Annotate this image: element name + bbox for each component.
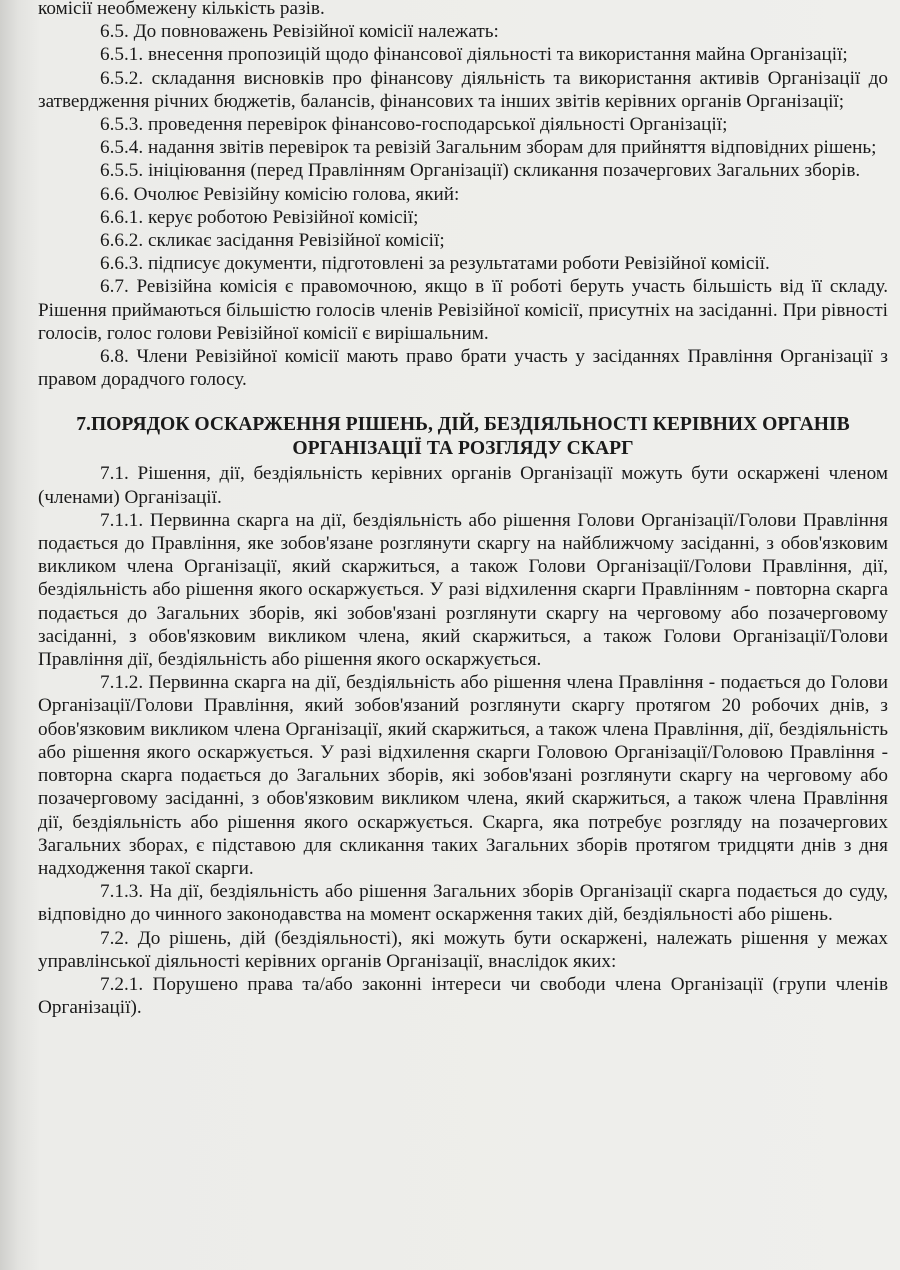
paragraph: 6.8. Члени Ревізійної комісії мають право брати участь у засіданнях Правління Організації з правом дорадчого голосу.: [38, 346, 888, 391]
document-body: [38, 0, 888, 1019]
section-heading-line-1: 7.ПОРЯДОК ОСКАРЖЕННЯ РІШЕНЬ, ДІЙ, БЕЗДІЯЛЬНОСТІ КЕРІВНИХ ОРГАНІВ: [76, 414, 850, 436]
paragraph: 7.1.2. Первинна скарга на дії, бездіяльність або рішення члена Правління - подається до Голови Організації/Голови Правління, який зобов'язаний розглянути скаргу протягом 20 робочих днів, з обов'язковим викликом члена Організації, який скаржиться, а також члена Правління, дії, бездіяльність або рішення якого оскаржується. У разі відхилення скарги Головою Організації/Головою Правління - повторна скарга подається до Загальних зборів, які зобов'язані розглянути скаргу на черговому або позачерговому засіданні, з обов'язковим викликом члена, який скаржиться, а також члена Правління дії, бездіяльність або рішення якого оскаржується. Скарга, яка потребує розгляду на позачергових Загальних зборах, є підставою для скликання таких Загальних зборів протягом тридцяти днів з дня надходження такої скарги.: [38, 672, 888, 879]
paragraph: 6.6.2. скликає засідання Ревізійної комісії;: [100, 230, 445, 252]
paragraph: 6.5.5. ініціювання (перед Правлінням Організації) скликання позачергових Загальних зборів.: [100, 160, 861, 182]
paragraph: 7.2.1. Порушено права та/або законні інтереси чи свободи члена Організації (групи членів Організації).: [38, 973, 888, 1019]
section-heading-line-2: ОРГАНІЗАЦІЇ ТА РОЗГЛЯДУ СКАРГ: [292, 437, 634, 459]
paragraph: 6.5.2. складання висновків про фінансову діяльність та використання активів Організації до затвердження річних бюджетів, балансів, фінансових та інших звітів керівних органів Організації;: [38, 67, 888, 112]
paragraph: 7.1. Рішення, дії, бездіяльність керівних органів Організації можуть бути оскаржені членом (членами) Організації.: [38, 463, 888, 508]
paragraph: 6.5.3. проведення перевірок фінансово-господарської діяльності Організації;: [100, 114, 728, 136]
paragraph: 6.6. Очолює Ревізійну комісію голова, який:: [100, 183, 460, 205]
paragraph: 6.5.4. надання звітів перевірок та ревізій Загальним зборам для прийняття відповідних рішень;: [100, 137, 877, 159]
paragraph: комісії необмежену кількість разів.: [38, 0, 325, 19]
section-heading: [38, 413, 888, 460]
paragraph: 7.2. До рішень, дій (бездіяльності), які можуть бути оскаржені, належать рішення у межах управлінської діяльності керівних органів Організації, внаслідок яких:: [38, 927, 888, 972]
paragraph: 6.5.1. внесення пропозицій щодо фінансової діяльності та використання майна Організації;: [100, 44, 848, 66]
paragraph: 7.1.1. Первинна скарга на дії, бездіяльність або рішення Голови Організації/Голови Правління подається до Правління, яке зобов'язане розглянути скаргу на найближчому засіданні, з обов'язковим викликом члена Організації, який скаржиться, а також Голови Організації/Голови Правління, дії, бездіяльність або рішення якого оскаржується. У разі відхилення скарги Правлінням - повторна скарга подається до Загальних зборів, які зобов'язані розглянути скаргу на черговому або позачерговому засіданні, з обов'язковим викликом члена, який скаржиться, а також Голови Організації/Голови Правління дії, бездіяльність або рішення якого оскаржується.: [38, 509, 888, 671]
paragraph: 6.7. Ревізійна комісія є правомочною, якщо в її роботі беруть участь більшість від її складу. Рішення приймаються більшістю голосів членів Ревізійної комісії, присутніх на засіданні. При рівності голосів, голос голови Ревізійної комісії є вирішальним.: [38, 276, 888, 344]
paragraph: 6.6.3. підписує документи, підготовлені за результатами роботи Ревізійної комісії.: [100, 253, 770, 275]
paragraph: 6.6.1. керує роботою Ревізійної комісії;: [100, 206, 419, 228]
paragraph: 6.5. До повноважень Ревізійної комісії належать:: [100, 21, 499, 43]
paragraph: 7.1.3. На дії, бездіяльність або рішення Загальних зборів Організації скарга подається до суду, відповідно до чинного законодавства на момент оскарження таких дій, бездіяльності або рішень.: [38, 881, 888, 926]
